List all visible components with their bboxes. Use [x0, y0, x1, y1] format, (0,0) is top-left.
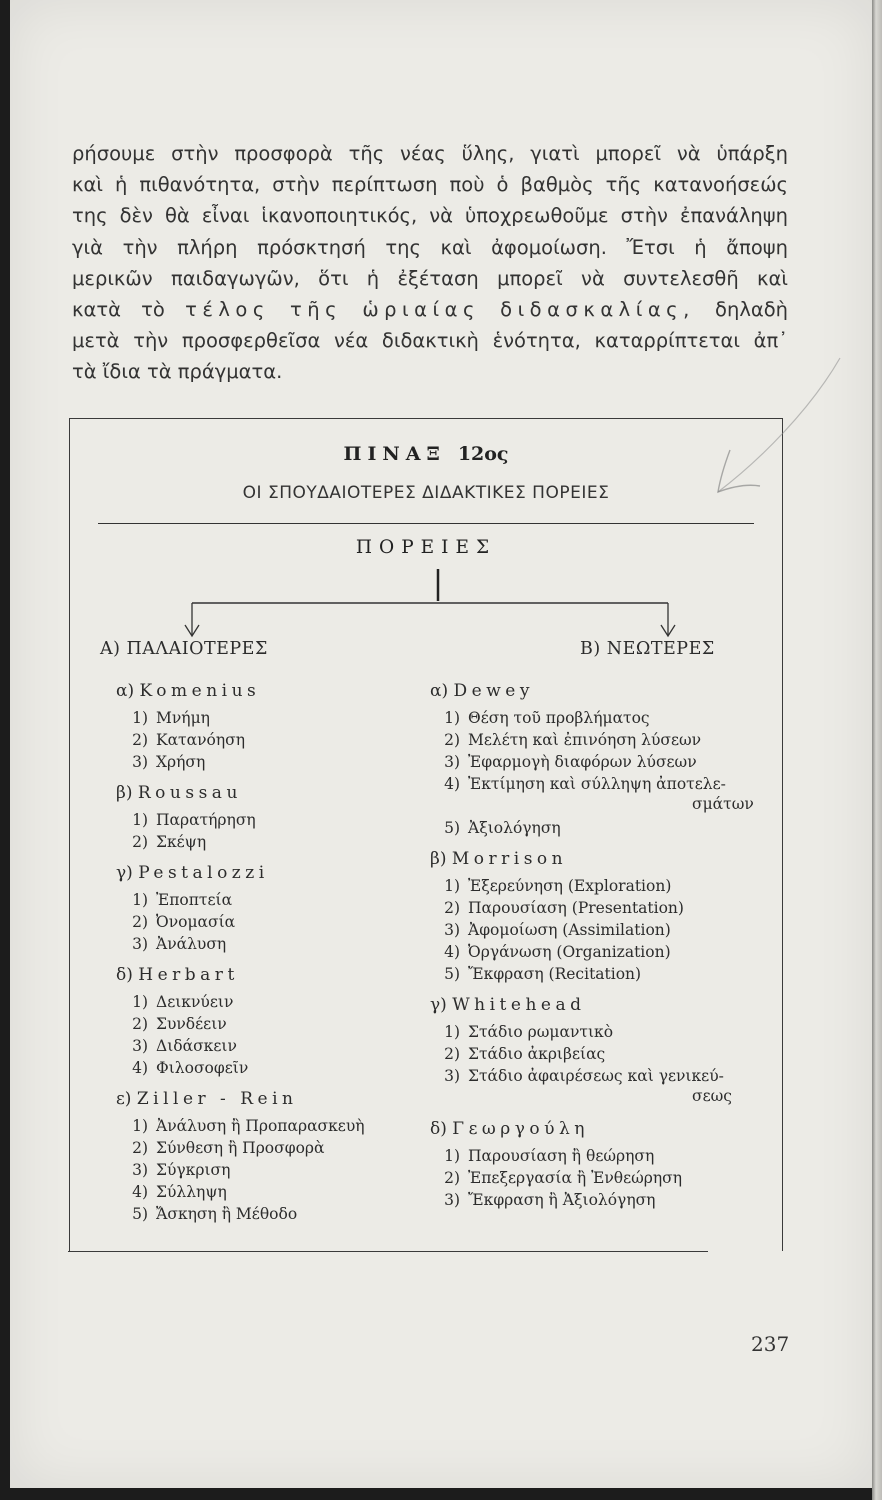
- body-line: τὰ ἴδια τὰ πράγματα.: [72, 360, 283, 384]
- item-number: 2): [444, 1169, 460, 1187]
- list-item: [126, 1183, 227, 1201]
- item-text: Μελέτη καὶ ἐπινόηση λύσεων: [468, 731, 702, 749]
- group-name: Herbart: [138, 965, 239, 985]
- book-page: [10, 0, 872, 1488]
- group-heading: [430, 995, 585, 1015]
- item-number: 1): [132, 891, 148, 909]
- item-number: 3): [132, 753, 148, 771]
- tree-branches: [70, 565, 782, 639]
- group-name: Pestalozzi: [138, 863, 269, 883]
- group-name: Ziller - Rein: [136, 1089, 298, 1109]
- divider: [98, 523, 754, 524]
- body-paragraph: [72, 138, 788, 388]
- group-label: γ): [430, 995, 453, 1015]
- item-text: Κατανόηση: [156, 731, 245, 749]
- list-item: [438, 1169, 682, 1187]
- group-label: α): [430, 681, 454, 701]
- group-heading: [116, 783, 242, 803]
- list-item: [438, 731, 701, 749]
- item-text: Διδάσκειν: [156, 1037, 237, 1055]
- item-number: 3): [444, 1067, 460, 1085]
- group-heading: [430, 681, 534, 701]
- spaced-word: τέλος: [185, 298, 270, 322]
- item-text: Παρουσίαση (Presentation): [468, 899, 684, 917]
- body-line: γιὰ τὴν πλήρη πρόσκτησή της καὶ ἀφομοίωση. Ἔτσι ἡ ἄποψη: [72, 235, 788, 259]
- group-label: β): [430, 849, 452, 869]
- item-number: 1): [444, 1023, 460, 1041]
- item-number: 4): [444, 775, 460, 793]
- item-number: 2): [444, 731, 460, 749]
- list-item: [126, 1015, 227, 1033]
- item-text: Ἔκφραση (Recitation): [468, 965, 642, 983]
- item-number: 2): [132, 731, 148, 749]
- item-number: 1): [444, 709, 460, 727]
- table-title: [70, 443, 782, 465]
- page-edge: [872, 0, 882, 1500]
- item-number: 4): [132, 1059, 148, 1077]
- list-item: [438, 1067, 724, 1085]
- item-text: Ἐκτίμηση καὶ σύλληψη ἀποτελε-: [468, 775, 726, 793]
- list-item: [126, 811, 256, 829]
- table-title-text: ΠΙΝΑΞ: [343, 443, 446, 465]
- item-text: Σκέψη: [156, 833, 207, 851]
- list-item: [438, 921, 671, 939]
- item-text: Ἄσκηση ἢ Μέθοδο: [156, 1205, 298, 1223]
- list-item: [126, 891, 232, 909]
- item-continuation: σμάτων: [692, 795, 754, 813]
- spaced-word: διδασκαλίας,: [500, 298, 695, 322]
- item-text: Φιλοσοφεῖν: [156, 1059, 249, 1077]
- group-name: Morrison: [451, 849, 568, 869]
- column-heading: Β) ΝΕΩΤΕΡΕΣ: [580, 639, 715, 659]
- list-item: [126, 1161, 230, 1179]
- item-number: 2): [132, 833, 148, 851]
- item-number: 5): [132, 1205, 148, 1223]
- group-heading: [116, 1089, 297, 1109]
- item-number: 2): [444, 1045, 460, 1063]
- list-item: [126, 1117, 365, 1135]
- list-item: [438, 965, 641, 983]
- item-text: Ἀξιολόγηση: [468, 819, 561, 837]
- table-subtitle: ΟΙ ΣΠΟΥΔΑΙΟΤΕΡΕΣ ΔΙΔΑΚΤΙΚΕΣ ΠΟΡΕΙΕΣ: [242, 483, 610, 503]
- item-text: Ἐφαρμογὴ διαφόρων λύσεων: [468, 753, 697, 771]
- text-fragment: κατὰ τὸ: [72, 298, 186, 322]
- item-number: 5): [444, 819, 460, 837]
- group-name: Γεωργούλη: [452, 1119, 589, 1139]
- list-item: [438, 1045, 605, 1063]
- body-line: μετὰ τὴν προσφερθεῖσα νέα διδακτικὴ ἑνότητα, καταρρίπτεται ἀπ᾽: [72, 329, 788, 353]
- item-text: Ἐποπτεία: [156, 891, 233, 909]
- body-line-spaced: [72, 294, 788, 325]
- body-line: ρήσουμε στὴν προσφορὰ τῆς νέας ὕλης, γιατὶ μπορεῖ νὰ ὑπάρξη: [72, 142, 788, 165]
- item-text: Στάδιο ρωμαντικὸ: [468, 1023, 614, 1041]
- item-text: Σύγκριση: [156, 1161, 231, 1179]
- table-number: 12ος: [457, 443, 509, 465]
- group-label: δ): [116, 965, 139, 985]
- item-number: 3): [444, 753, 460, 771]
- item-continuation: σεως: [692, 1087, 732, 1105]
- item-number: 3): [132, 1161, 148, 1179]
- item-text: Ἀνάλυση ἢ Προπαρασκευὴ: [156, 1117, 365, 1135]
- group-heading: [116, 965, 239, 985]
- item-text: Ἔκφραση ἢ Ἀξιολόγηση: [468, 1191, 656, 1209]
- item-number: 4): [132, 1183, 148, 1201]
- list-item: [126, 1037, 237, 1055]
- group-label: γ): [116, 863, 139, 883]
- list-item: [438, 943, 671, 961]
- tree-root: ΠΟΡΕΙΕΣ: [355, 537, 497, 558]
- item-text: Σύνθεση ἢ Προσφορὰ: [156, 1139, 325, 1157]
- item-text: Ἀφομοίωση (Assimilation): [468, 921, 671, 939]
- table-12: [69, 418, 783, 1251]
- item-number: 2): [132, 1015, 148, 1033]
- list-item: [438, 775, 726, 793]
- group-heading: [116, 863, 269, 883]
- group-heading: [430, 1119, 589, 1139]
- list-item: [438, 819, 561, 837]
- text-fragment: [270, 298, 290, 321]
- body-line: καὶ ἡ πιθανότητα, στὴν περίπτωση ποὺ ὁ βαθμὸς τῆς κατανοήσεώς: [72, 173, 788, 197]
- group-name: Roussau: [137, 783, 242, 803]
- item-number: 1): [132, 1117, 148, 1135]
- item-text: Μνήμη: [156, 709, 210, 727]
- item-number: 5): [444, 965, 460, 983]
- list-item: [438, 877, 671, 895]
- item-number: 2): [132, 913, 148, 931]
- text-fragment: δηλαδὴ: [694, 298, 789, 322]
- spaced-word: ὡριαίας: [362, 298, 480, 322]
- item-text: Παρουσίαση ἢ θεώρηση: [468, 1147, 655, 1165]
- list-item: [438, 1023, 613, 1041]
- item-number: 3): [132, 935, 148, 953]
- group-name: Komenius: [139, 681, 261, 701]
- item-text: Ἀνάλυση: [156, 935, 227, 953]
- list-item: [126, 1059, 248, 1077]
- body-line: της δὲν θὰ εἶναι ἱκανοποιητικός, νὰ ὑποχρεωθοῦμε στὴν ἐπανάληψη: [72, 204, 788, 228]
- list-item: [126, 753, 205, 771]
- item-number: 1): [444, 877, 460, 895]
- group-label: ε): [116, 1089, 137, 1109]
- item-text: Παρατήρηση: [156, 811, 256, 829]
- table-bottom-rule: [68, 1251, 708, 1252]
- item-text: Ὀνομασία: [156, 913, 236, 931]
- group-label: δ): [430, 1119, 453, 1139]
- list-item: [438, 1147, 654, 1165]
- text-fragment: [480, 298, 500, 321]
- group-label: α): [116, 681, 140, 701]
- item-text: Ἐπεξεργασία ἢ Ἐνθεώρηση: [468, 1169, 683, 1187]
- list-item: [126, 1139, 324, 1157]
- item-text: Ὀργάνωση (Organization): [468, 943, 671, 961]
- item-number: 2): [444, 899, 460, 917]
- spaced-word: τῆς: [290, 298, 343, 322]
- text-fragment: [342, 298, 362, 321]
- list-item: [126, 1205, 297, 1223]
- item-number: 1): [444, 1147, 460, 1165]
- item-number: 1): [132, 811, 148, 829]
- item-text: Θέση τοῦ προβλήματος: [468, 709, 650, 727]
- list-item: [438, 899, 684, 917]
- item-number: 3): [444, 921, 460, 939]
- list-item: [126, 935, 226, 953]
- list-item: [126, 709, 210, 727]
- list-item: [438, 753, 697, 771]
- group-name: Whitehead: [452, 995, 586, 1015]
- group-name: Dewey: [453, 681, 534, 701]
- item-number: 1): [132, 993, 148, 1011]
- body-line: μερικῶν παιδαγωγῶν, ὅτι ἡ ἐξέταση μπορεῖ νὰ συντελεσθῆ καὶ: [72, 266, 788, 290]
- item-number: 4): [444, 943, 460, 961]
- item-text: Στάδιο ἀκριβείας: [468, 1045, 606, 1063]
- item-text: Σύλληψη: [156, 1183, 227, 1201]
- group-heading: [116, 681, 260, 701]
- list-item: [126, 913, 235, 931]
- group-label: β): [116, 783, 138, 803]
- item-text: Συνδέειν: [156, 1015, 227, 1033]
- item-number: 3): [444, 1191, 460, 1209]
- item-number: 3): [132, 1037, 148, 1055]
- item-text: Ἐξερεύνηση (Exploration): [468, 877, 672, 895]
- item-text: Δεικνύειν: [156, 993, 234, 1011]
- list-item: [126, 993, 233, 1011]
- group-heading: [430, 849, 567, 869]
- item-text: Χρήση: [156, 753, 206, 771]
- list-item: [438, 1191, 655, 1209]
- item-text: Στάδιο ἀφαιρέσεως καὶ γενικεύ-: [468, 1067, 724, 1085]
- list-item: [438, 709, 650, 727]
- item-number: 2): [132, 1139, 148, 1157]
- list-item: [126, 731, 245, 749]
- page-number: 237: [751, 1332, 790, 1356]
- column-heading: Α) ΠΑΛΑΙΟΤΕΡΕΣ: [100, 639, 268, 659]
- list-item: [126, 833, 206, 851]
- item-number: 1): [132, 709, 148, 727]
